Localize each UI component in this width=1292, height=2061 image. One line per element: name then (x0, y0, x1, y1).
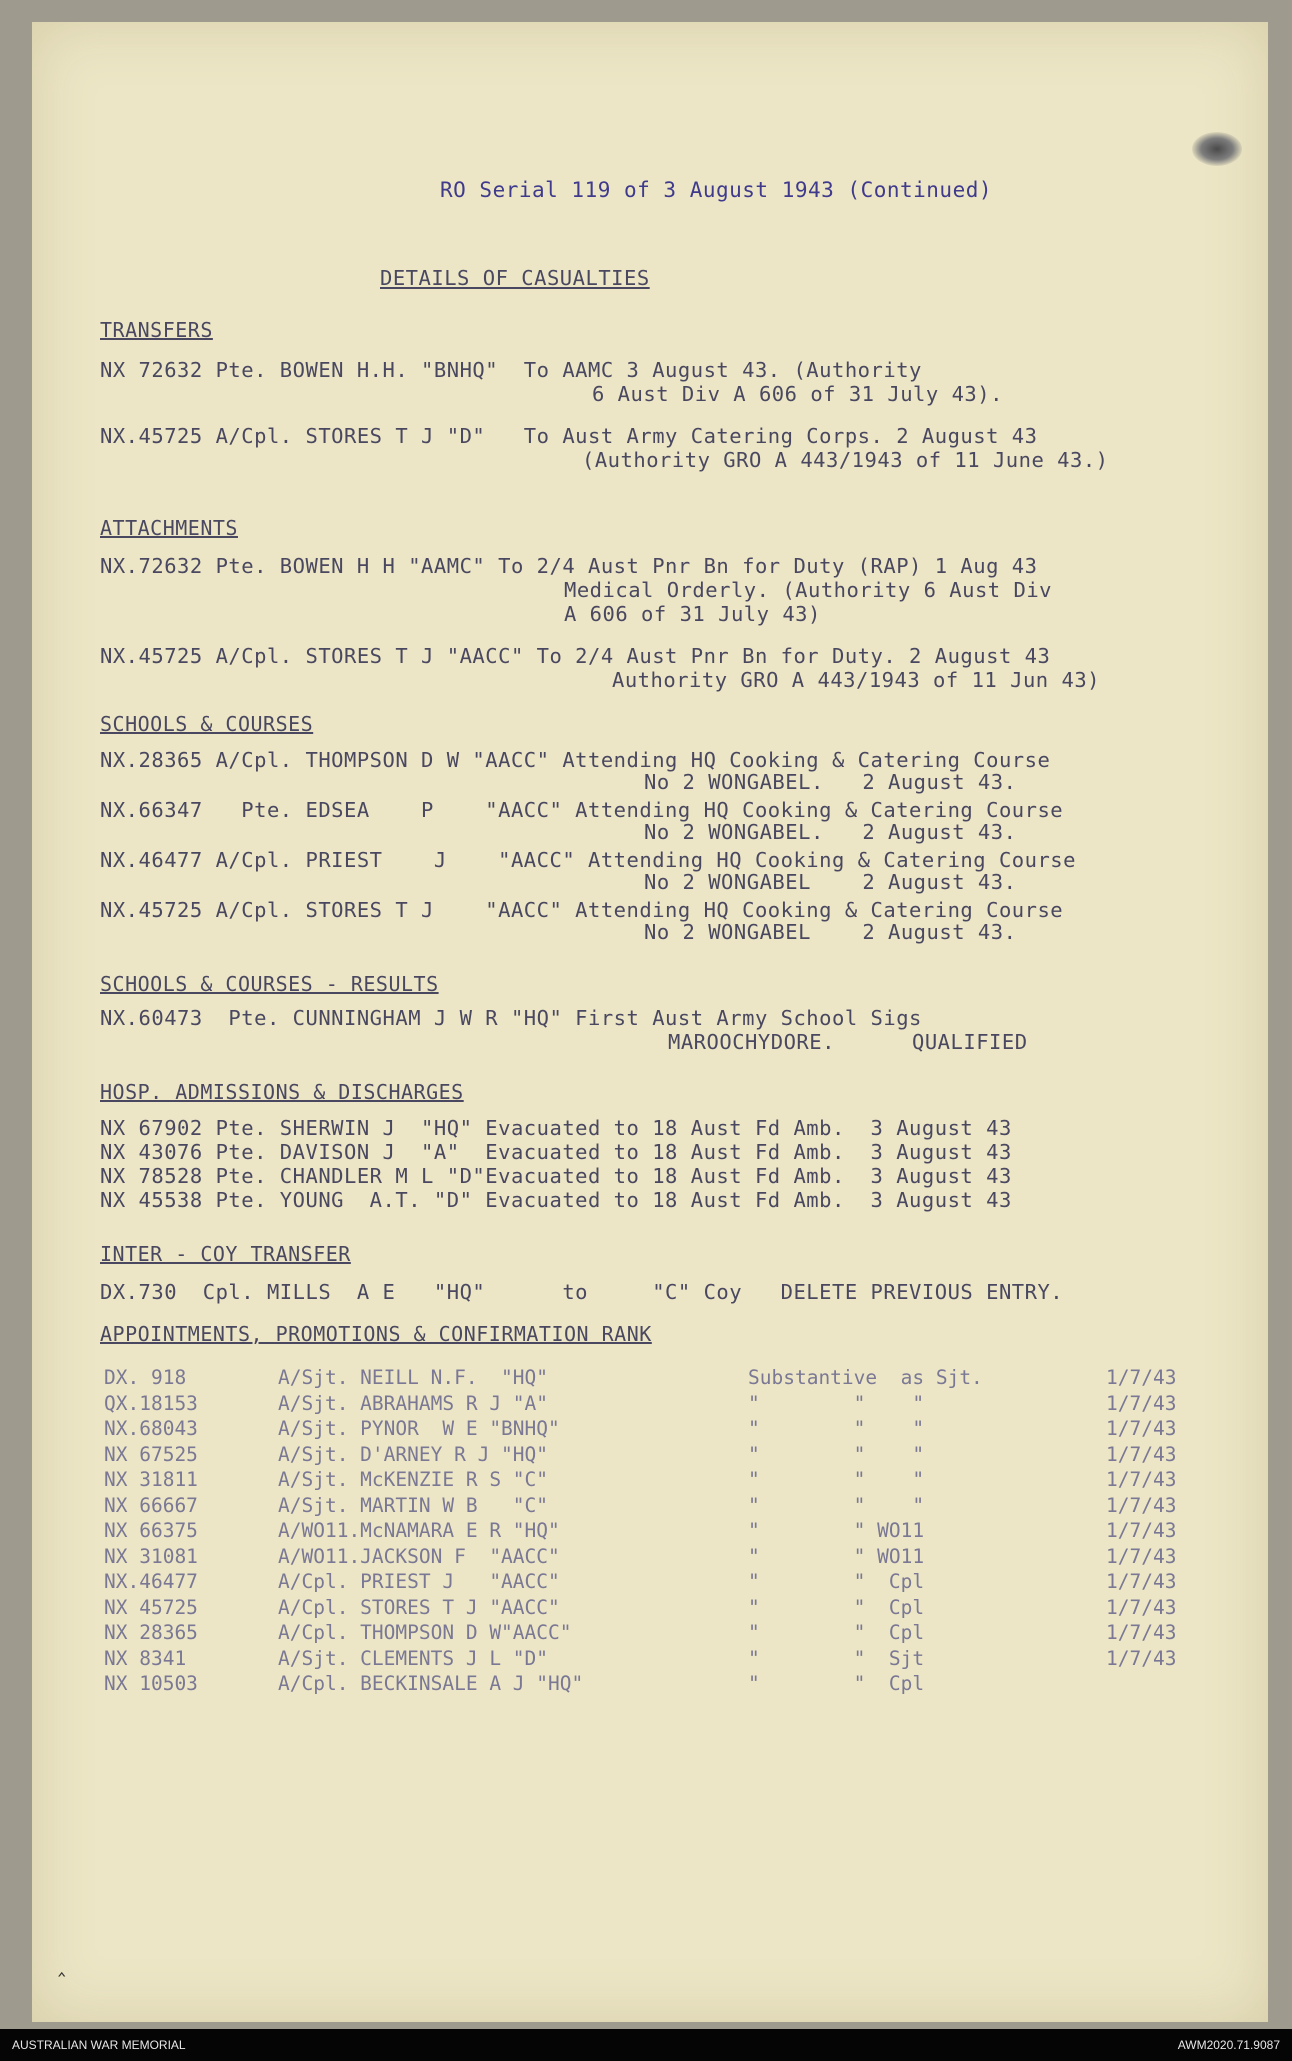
appointment-name: A/Sjt. PYNOR W E "BNHQ" (278, 1417, 560, 1440)
appointment-date: 1/7/43 (1106, 1366, 1177, 1389)
results-line-1: NX.60473 Pte. CUNNINGHAM J W R "HQ" First Aust Army School Sigs (100, 1006, 922, 1030)
results-line-2: MAROOCHYDORE. QUALIFIED (668, 1030, 1028, 1054)
schools-row-1-line-1: NX.28365 A/Cpl. THOMPSON D W "AACC" Attending HQ Cooking & Catering Course (100, 748, 1051, 772)
appointment-date: 1/7/43 (1106, 1544, 1177, 1568)
hosp-row-2: NX 43076 Pte. DAVISON J "A" Evacuated to 18 Aust Fd Amb. 3 August 43 (100, 1140, 1012, 1164)
document-title: RO Serial 119 of 3 August 1943 (Continued) (440, 178, 993, 202)
appointment-date: 1/7/43 (1106, 1621, 1177, 1644)
appointment-conf: " " Cpl (748, 1621, 925, 1644)
corner-mark: ‸ (58, 1952, 66, 1977)
appointment-no: NX 67525 (104, 1442, 198, 1466)
appointment-conf: " " " (748, 1442, 925, 1466)
appointment-conf: " " " (748, 1391, 925, 1415)
appointment-conf: " " WO11 (748, 1544, 925, 1568)
appointment-conf: " " WO11 (748, 1519, 925, 1542)
appointment-date: 1/7/43 (1106, 1646, 1177, 1670)
schools-row-4-line-2: No 2 WONGABEL 2 August 43. (644, 920, 1017, 944)
appointment-conf: " " Cpl (748, 1595, 925, 1619)
transfers-entry-1-line-1: NX 72632 Pte. BOWEN H.H. "BNHQ" To AAMC 3 August 43. (Authority (100, 358, 922, 382)
appointment-conf: " " " (748, 1468, 925, 1491)
schools-row-4-line-1: NX.45725 A/Cpl. STORES T J "AACC" Attending HQ Cooking & Catering Course (100, 898, 1064, 922)
appointment-no: DX. 918 (104, 1366, 187, 1389)
appointment-date: 1/7/43 (1106, 1570, 1177, 1593)
footer-institution: AUSTRALIAN WAR MEMORIAL (12, 2038, 186, 2052)
inter-coy-line-1: DX.730 Cpl. MILLS A E "HQ" to "C" Coy DELETE PREVIOUS ENTRY. (100, 1280, 1064, 1304)
appointment-date: 1/7/43 (1106, 1493, 1177, 1517)
appointment-conf: " " Cpl (748, 1570, 925, 1593)
appointment-date: 1/7/43 (1106, 1468, 1177, 1491)
footer-accession-number: AWM2020.71.9087 (1177, 2038, 1280, 2052)
schools-row-3-line-1: NX.46477 A/Cpl. PRIEST J "AACC" Attending HQ Cooking & Catering Course (100, 848, 1076, 872)
appointment-no: NX.68043 (104, 1417, 198, 1440)
appointment-name: A/Cpl. PRIEST J "AACC" (278, 1570, 560, 1593)
attachments-heading: ATTACHMENTS (100, 516, 238, 540)
appointment-no: NX 45725 (104, 1595, 198, 1619)
appointment-no: QX.18153 (104, 1391, 198, 1415)
hosp-row-4: NX 45538 Pte. YOUNG A.T. "D" Evacuated to 18 Aust Fd Amb. 3 August 43 (100, 1188, 1012, 1212)
appointment-name: A/Cpl. STORES T J "AACC" (278, 1595, 560, 1619)
appointment-no: NX 66667 (104, 1493, 198, 1517)
appointment-name: A/Sjt. CLEMENTS J L "D" (278, 1646, 549, 1670)
schools-row-3-line-2: No 2 WONGABEL 2 August 43. (644, 870, 1017, 894)
appointment-conf: " " Cpl (748, 1672, 925, 1695)
appointment-date: 1/7/43 (1106, 1442, 1177, 1466)
appointment-name: A/Sjt. McKENZIE R S "C" (278, 1468, 549, 1491)
hosp-heading: HOSP. ADMISSIONS & DISCHARGES (100, 1080, 464, 1104)
attachments-entry-2-line-2: Authority GRO A 443/1943 of 11 Jun 43) (612, 668, 1100, 692)
appointment-conf: Substantive as Sjt. (748, 1366, 983, 1389)
appointment-date: 1/7/43 (1106, 1417, 1177, 1440)
results-heading: SCHOOLS & COURSES - RESULTS (100, 972, 439, 996)
appointment-name: A/WO11.JACKSON F "AACC" (278, 1544, 560, 1568)
appointment-no: NX 28365 (104, 1621, 198, 1644)
appointment-date: 1/7/43 (1106, 1519, 1177, 1542)
schools-row-2-line-1: NX.66347 Pte. EDSEA P "AACC" Attending HQ Cooking & Catering Course (100, 798, 1064, 822)
appointment-name: A/Sjt. D'ARNEY R J "HQ" (278, 1442, 549, 1466)
appointment-name: A/Sjt. NEILL N.F. "HQ" (278, 1366, 549, 1389)
appointment-date: 1/7/43 (1106, 1595, 1177, 1619)
appointment-no: NX 66375 (104, 1519, 198, 1542)
appointment-conf: " " " (748, 1493, 925, 1517)
inter-coy-heading: INTER - COY TRANSFER (100, 1242, 351, 1266)
appointment-name: A/Cpl. BECKINSALE A J "HQ" (278, 1672, 584, 1695)
appointment-conf: " " " (748, 1417, 925, 1440)
appointment-no: NX 31081 (104, 1544, 198, 1568)
transfers-entry-2-line-2: (Authority GRO A 443/1943 of 11 June 43.) (582, 448, 1109, 472)
attachments-entry-2-line-1: NX.45725 A/Cpl. STORES T J "AACC" To 2/4 Aust Pnr Bn for Duty. 2 August 43 (100, 644, 1051, 668)
hosp-row-3: NX 78528 Pte. CHANDLER M L "D"Evacuated to 18 Aust Fd Amb. 3 August 43 (100, 1164, 1012, 1188)
transfers-entry-2-line-1: NX.45725 A/Cpl. STORES T J "D" To Aust Army Catering Corps. 2 August 43 (100, 424, 1038, 448)
document-page (32, 22, 1268, 2022)
schools-heading: SCHOOLS & COURSES (100, 712, 314, 736)
appointment-no: NX.46477 (104, 1570, 198, 1593)
appointment-no: NX 31811 (104, 1468, 198, 1491)
schools-row-1-line-2: No 2 WONGABEL. 2 August 43. (644, 770, 1017, 794)
appointment-no: NX 10503 (104, 1672, 198, 1695)
attachments-entry-1-line-1: NX.72632 Pte. BOWEN H H "AAMC" To 2/4 Aust Pnr Bn for Duty (RAP) 1 Aug 43 (100, 554, 1038, 578)
transfers-entry-1-line-2: 6 Aust Div A 606 of 31 July 43). (592, 382, 1003, 406)
document-subtitle: DETAILS OF CASUALTIES (380, 266, 650, 290)
hosp-row-1: NX 67902 Pte. SHERWIN J "HQ" Evacuated to 18 Aust Fd Amb. 3 August 43 (100, 1116, 1012, 1140)
appointment-name: A/Cpl. THOMPSON D W"AACC" (278, 1621, 572, 1644)
footer-bar (0, 2029, 1292, 2061)
appointment-name: A/WO11.McNAMARA E R "HQ" (278, 1519, 560, 1542)
attachments-entry-1-line-2: Medical Orderly. (Authority 6 Aust Div (564, 578, 1052, 602)
schools-row-2-line-2: No 2 WONGABEL. 2 August 43. (644, 820, 1017, 844)
appointment-name: A/Sjt. MARTIN W B "C" (278, 1493, 549, 1517)
appointment-no: NX 8341 (104, 1646, 187, 1670)
appointments-heading: APPOINTMENTS, PROMOTIONS & CONFIRMATION RANK (100, 1322, 652, 1346)
punch-hole (1192, 132, 1242, 166)
appointment-conf: " " Sjt (748, 1646, 925, 1670)
attachments-entry-1-line-3: A 606 of 31 July 43) (564, 602, 821, 626)
appointment-name: A/Sjt. ABRAHAMS R J "A" (278, 1391, 549, 1415)
transfers-heading: TRANSFERS (100, 318, 213, 342)
appointment-date: 1/7/43 (1106, 1391, 1177, 1415)
